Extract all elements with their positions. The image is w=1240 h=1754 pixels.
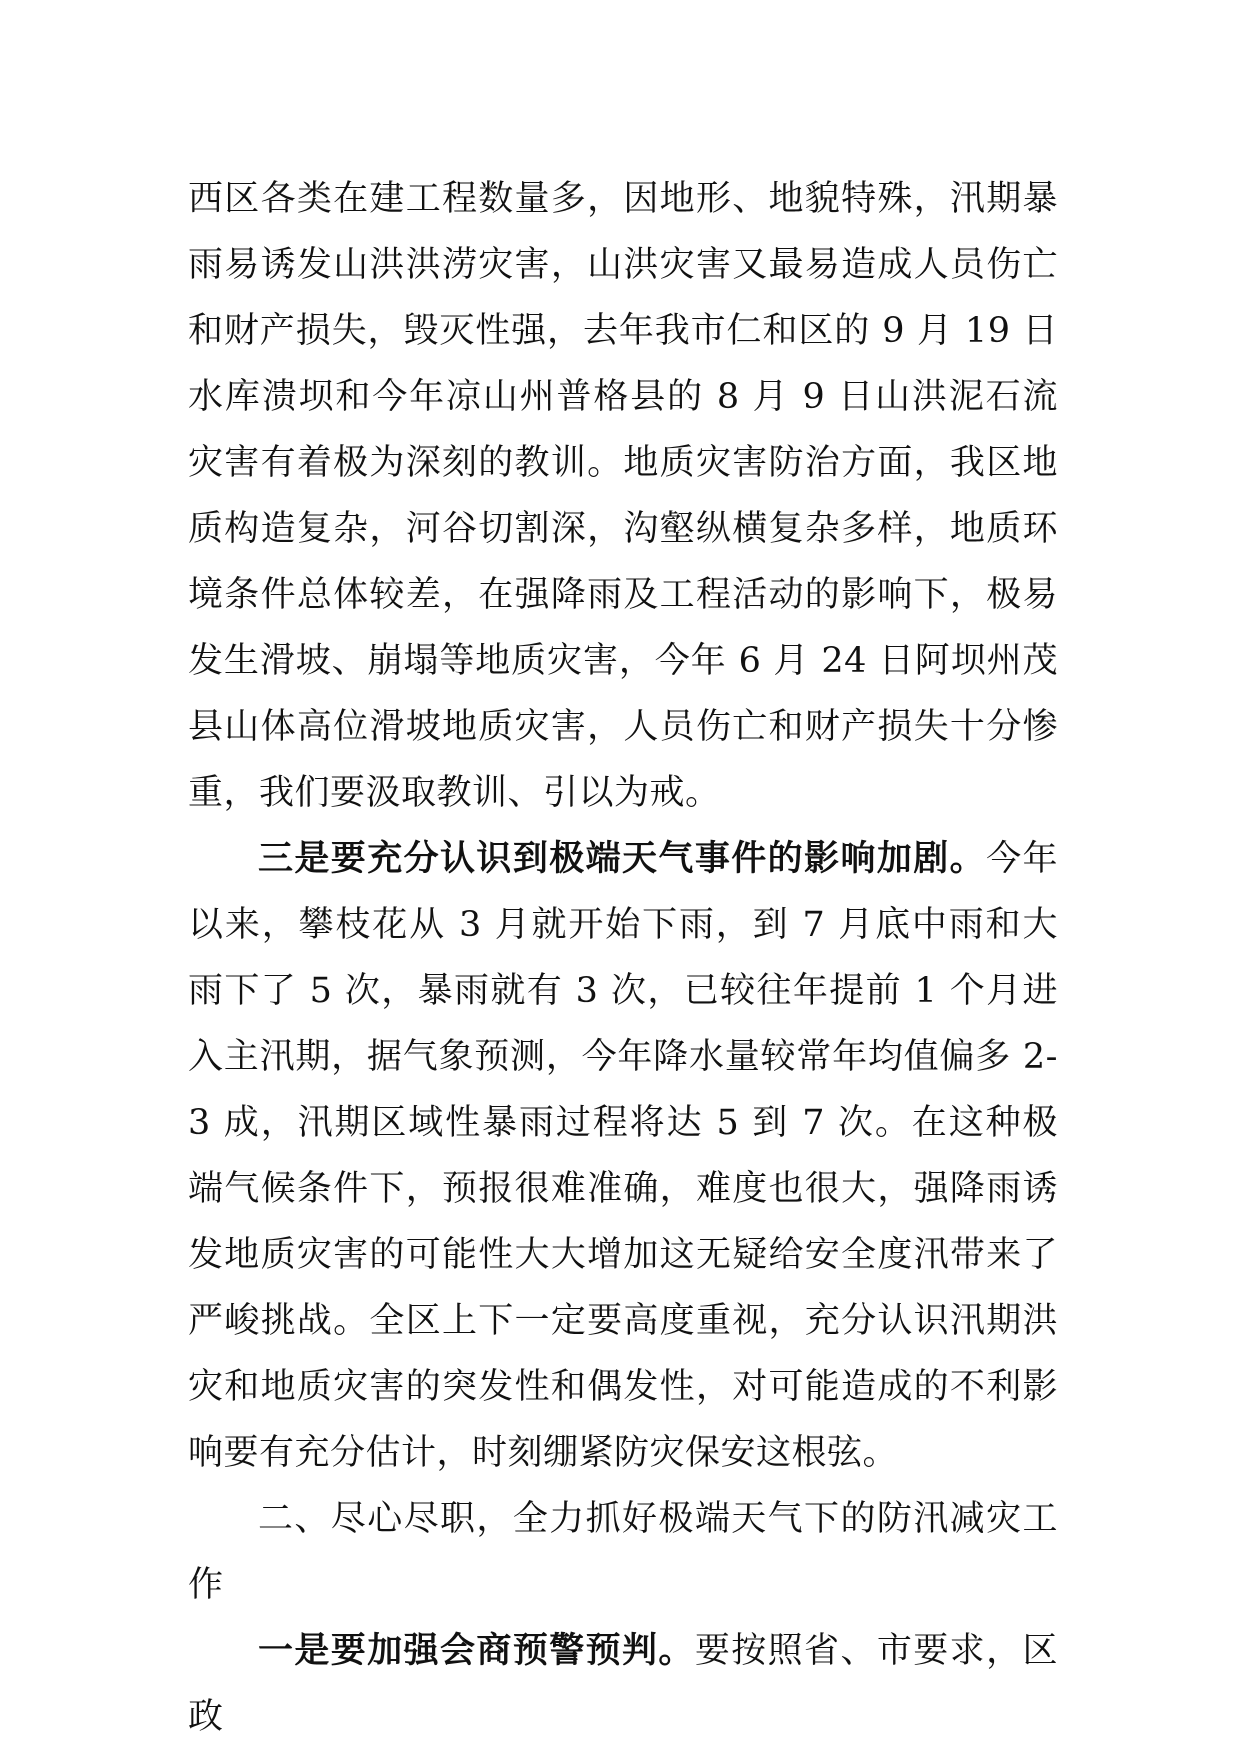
paragraph-point-three: [188, 826, 1058, 1486]
document-body: [188, 166, 1058, 1750]
paragraph-text: 西区各类在建工程数量多，因地形、地貌特殊，汛期暴雨易诱发山洪洪涝灾害，山洪灾害又最易造成人员伤亡和财产损失，毁灭性强，去年我市仁和区的 9 月 19 日水库溃坝和今年凉山州普格县的 8 月 9 日山洪泥石流灾害有着极为深刻的教训。地质灾害防治方面，我区地质构造复杂，河谷切割深，沟壑纵横复杂多样，地质环境条件总体较差，在强降雨及工程活动的影响下，极易发生滑坡、崩塌等地质灾害，今年 6 月 24 日阿坝州茂县山体高位滑坡地质灾害，人员伤亡和财产损失十分惨重，我们要汲取教训、引以为戒。: [188, 179, 1058, 813]
paragraph-text: 要按照省、市要求，区政: [188, 1631, 1058, 1737]
section-heading-text: 二、尽心尽职，全力抓好极端天气下的防汛减灾工作: [188, 1499, 1058, 1605]
paragraph-heading: 三是要充分认识到极端天气事件的影响加剧。: [258, 839, 987, 879]
paragraph-point-one: [188, 1618, 1058, 1750]
paragraph-heading: 一是要加强会商预警预判。: [258, 1631, 695, 1671]
paragraph-continuation: [188, 166, 1058, 826]
section-heading: [188, 1486, 1058, 1618]
paragraph-text: 今年以来，攀枝花从 3 月就开始下雨，到 7 月底中雨和大雨下了 5 次，暴雨就有 3 次，已较往年提前 1 个月进入主汛期，据气象预测，今年降水量较常年均值偏多 2-3 成，汛期区域性暴雨过程将达 5 到 7 次。在这种极端气候条件下，预报很难准确，难度也很大，强降雨诱发地质灾害的可能性大大增加这无疑给安全度汛带来了严峻挑战。全区上下一定要高度重视，充分认识汛期洪灾和地质灾害的突发性和偶发性，对可能造成的不利影响要有充分估计，时刻绷紧防灾保安这根弦。: [188, 839, 1058, 1473]
